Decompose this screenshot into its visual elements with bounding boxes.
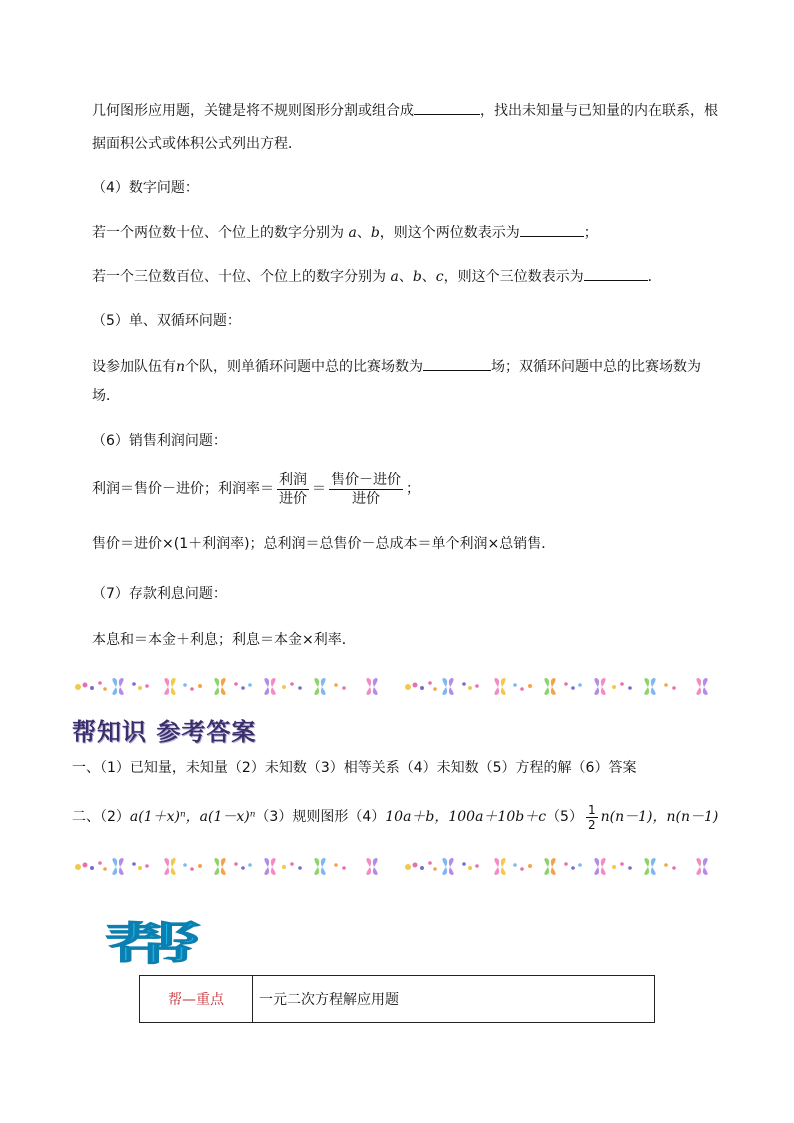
- answer-line-2: 二、（2）a(1＋x)ⁿ，a(1－x)ⁿ（3）规则图形（4）10a＋b，100a＋10b＋c（5） $\frac{1}{2}$ n(n－1)，n(n－1): [72, 802, 719, 832]
- answer-blank: [520, 222, 584, 237]
- answer-blank: [423, 356, 491, 371]
- interest-line: 本息和＝本金＋利息；利息＝本金×利率．: [92, 632, 356, 648]
- geometry-line-1: 几何图形应用题，关键是将不规则图形分割或组合成 ，找出未知量与已知量的内在联系，根: [92, 100, 718, 121]
- profit-line-2: 售价＝进价×(1＋利润率)；总利润＝总售价－总成本＝单个利润×总销售．: [92, 536, 556, 552]
- answers-heading: 帮知识 参考答案: [72, 718, 257, 746]
- answer-blank: [414, 100, 480, 115]
- key-point-label: 帮—重点: [140, 976, 253, 1023]
- profit-title: （6）销售利润问题：: [92, 433, 227, 449]
- geometry-line-2: 据面积公式或体积公式列出方程．: [92, 136, 302, 152]
- svg-text:帮: 帮: [104, 918, 204, 966]
- butterfly-motif: [75, 678, 378, 695]
- answer-line-1: 一、（1）已知量，未知量（2）未知数（3）相等关系（4）未知数（5）方程的解（6）答案: [72, 760, 637, 776]
- digit-line-2: 若一个三位数百位、十位、个位上的数字分别为 a、b、c，则这个三位数表示为 ．: [92, 266, 662, 287]
- profit-line-1: 利润＝售价－进价；利润率＝ $\frac{\text{利润}}{\text{进价}}$ ＝ $\frac{\text{售价－进价}}{\text{进价}}$ ；: [92, 471, 420, 507]
- key-point-table: [139, 975, 655, 1023]
- decorative-divider: [72, 856, 722, 878]
- fraction-half: $\frac{1}{2}$: [587, 802, 596, 832]
- answer-blank: [584, 266, 648, 281]
- fraction-profit-rate: $\frac{\text{利润}}{\text{进价}}$: [279, 471, 307, 507]
- fraction-price-diff: $\frac{\text{售价－进价}}{\text{进价}}$: [331, 471, 401, 507]
- interest-title: （7）存款利息问题：: [92, 586, 227, 602]
- key-point-value: 一元二次方程解应用题: [253, 976, 655, 1023]
- round-line-1: 设参加队伍有n个队，则单循环问题中总的比赛场数为 场；双循环问题中总的比赛场数为: [92, 356, 701, 377]
- decorative-divider: [72, 676, 722, 698]
- bang-banner-logo: [72, 918, 237, 966]
- table-row: [140, 976, 655, 1023]
- round-line-2: 场．: [92, 388, 120, 404]
- round-title: （5）单、双循环问题：: [92, 313, 241, 329]
- digit-title: （4）数字问题：: [92, 180, 199, 196]
- digit-line-1: 若一个两位数十位、个位上的数字分别为 a、b，则这个两位数表示为 ；: [92, 222, 598, 243]
